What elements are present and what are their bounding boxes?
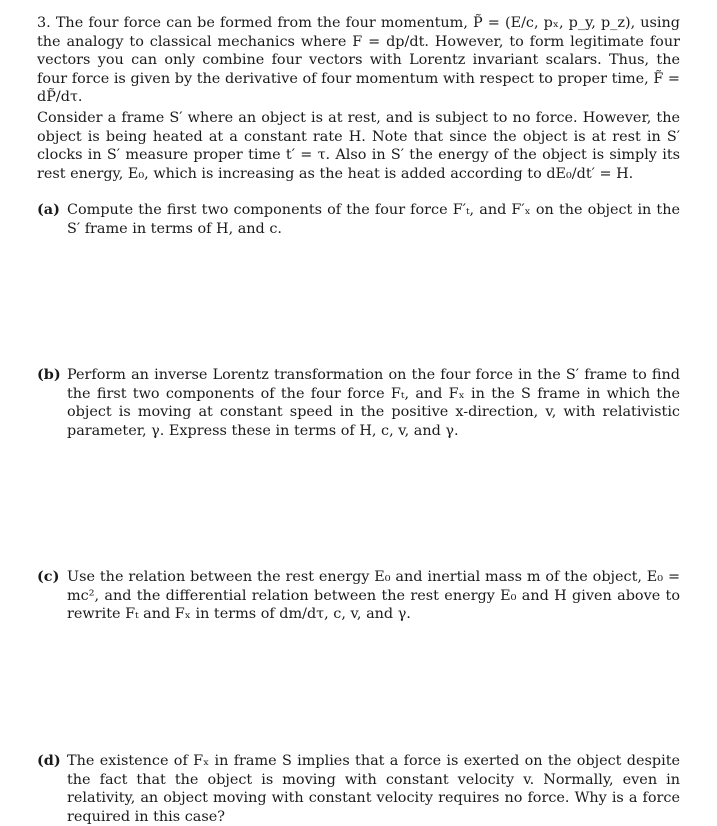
part-c bbox=[37, 568, 680, 624]
part-c-text: Use the relation between the rest energy E₀ and inertial mass m of the object, E₀ = mc², and the differential relation between the rest energy E₀ and H given above to rewrite Fₜ and Fₓ in terms of dm/dτ, c, v, and γ. bbox=[67, 569, 680, 623]
part-a-text: Compute the first two components of the four force F′ₜ, and F′ₓ on the object in the S′ frame in terms of H, and c. bbox=[67, 202, 680, 237]
part-b-text: Perform an inverse Lorentz transformation on the four force in the S′ frame to find the first two components of the four force Fₜ, and Fₓ in the S frame in which the object is moving at constant speed in the positive x-direction, v, with relativistic parameter, γ. Express these in terms of H, c, v, and γ. bbox=[67, 367, 680, 439]
part-d-text: The existence of Fₓ in frame S implies that a force is exerted on the object despite the fact that the object is moving with constant velocity v. Normally, even in relativity, an object moving with constant velocity requires no force. Why is a force required in this case? bbox=[67, 753, 680, 825]
part-b bbox=[37, 366, 680, 440]
part-a-label: (a) bbox=[37, 201, 60, 218]
part-a bbox=[37, 201, 680, 238]
part-c-label: (c) bbox=[37, 568, 60, 585]
part-d bbox=[37, 752, 680, 826]
part-b-label: (b) bbox=[37, 366, 61, 383]
problem-setup: Consider a frame S′ where an object is at rest, and is subject to no force. However, the object is being heated at a constant rate H. Note that since the object is at rest in S′ clocks in S′ measure proper time t′ = τ. Also in S′ the energy of the object is simply its rest energy, E₀, which is increasing as the heat is added according to dE₀/dt′ = H. bbox=[37, 110, 680, 182]
problem-intro: 3. The four force can be formed from the four momentum, P̃ = (E/c, pₓ, p_y, p_z), using the analogy to classical mechanics where F = dp/dt. However, to form legitimate four vectors you can only combine four vectors with Lorentz invariant scalars. Thus, the four force is given by the derivative of four momentum with respect to proper time, F̃ = dP̃/dτ. bbox=[37, 15, 680, 106]
part-d-label: (d) bbox=[37, 752, 61, 769]
